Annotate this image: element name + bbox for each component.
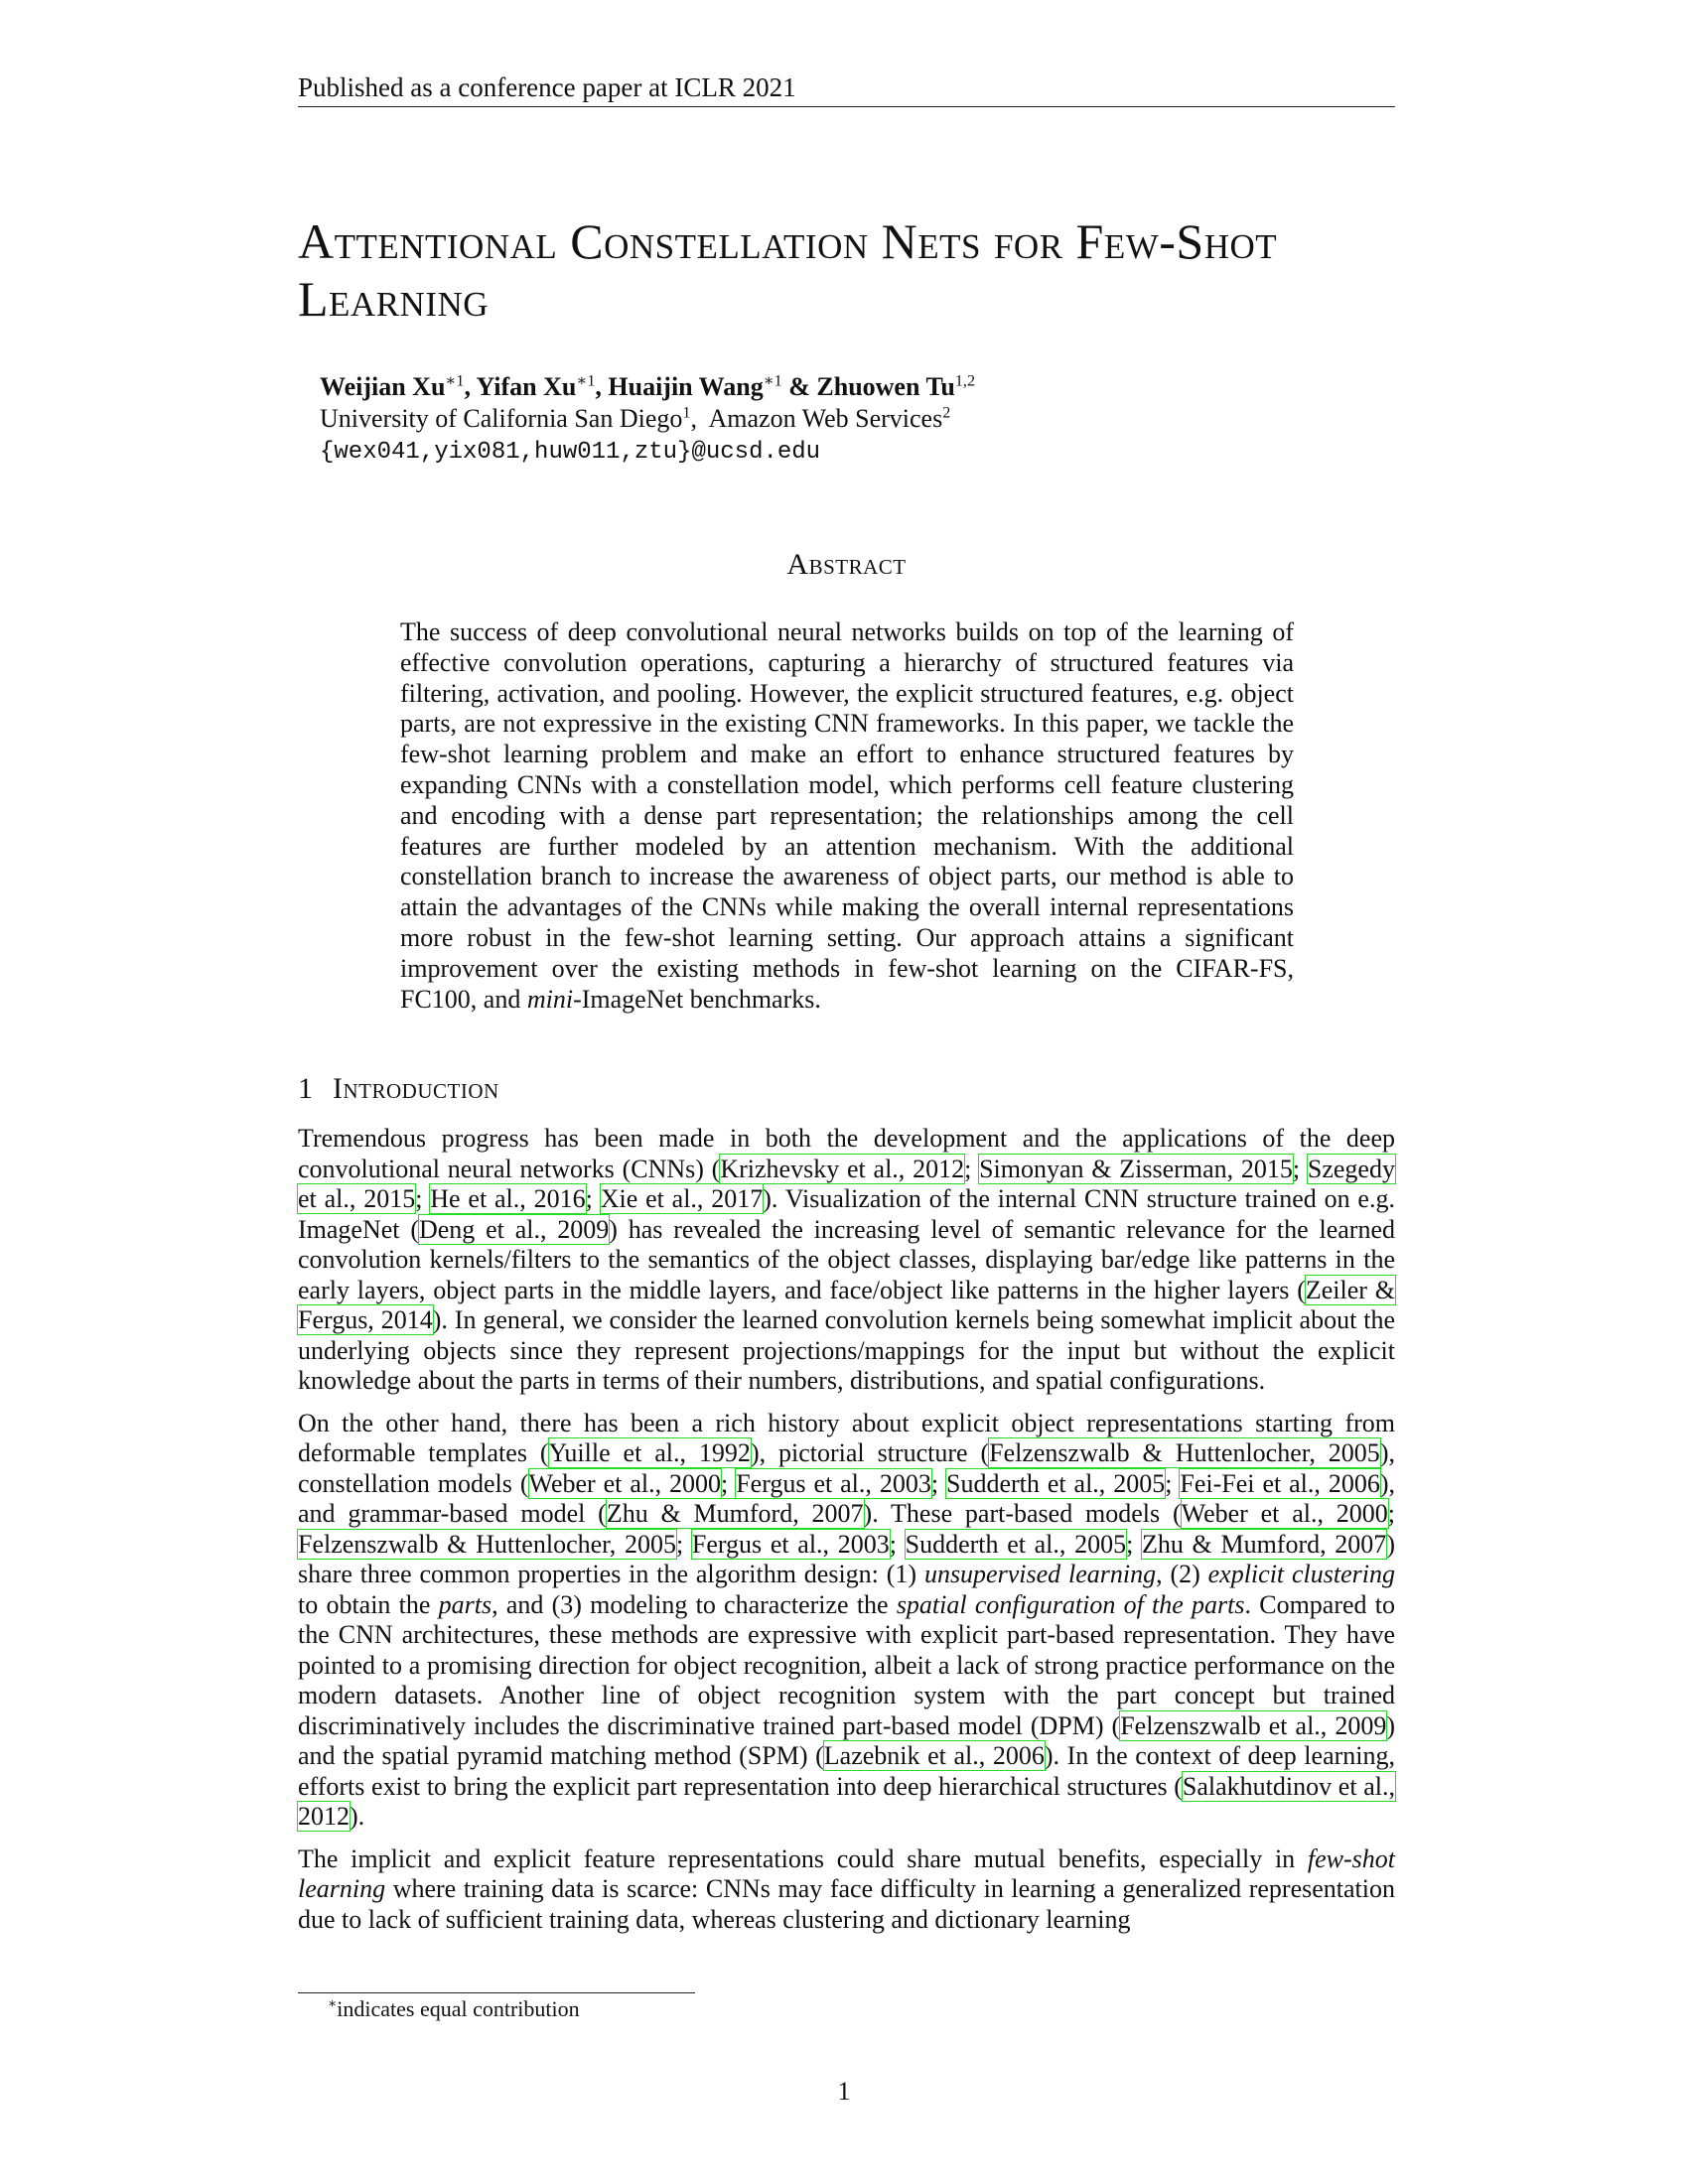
author-marker: 1,2	[954, 372, 976, 390]
paragraph-text: ;	[964, 1154, 980, 1183]
section-title: Introduction	[333, 1072, 499, 1105]
affiliation-marker: 1	[682, 404, 691, 422]
paragraph	[298, 1844, 1395, 1936]
paragraph-text: ). In the context of deep learning, efforts exist to bring the explicit part representation into deep hierarchical structures (	[298, 1741, 1395, 1801]
paragraph-text: ;	[1165, 1468, 1181, 1498]
paragraph-text: ), pictorial structure (	[750, 1438, 990, 1467]
citation-link[interactable]: Fergus et al., 2003	[691, 1529, 890, 1559]
section-number: 1	[298, 1072, 313, 1105]
citation-link[interactable]: Sudderth et al., 2005	[905, 1529, 1127, 1559]
affiliation-1: University of California San Diego	[320, 404, 683, 433]
citation-link[interactable]: Felzenszwalb et al., 2009	[1120, 1710, 1387, 1740]
footnote	[328, 1995, 580, 2023]
author-list	[320, 371, 1392, 403]
citation-link[interactable]: Sudderth et al., 2005	[946, 1468, 1166, 1498]
paragraph-text: where training data is scarce: CNNs may face difficulty in learning a generalized representation due to lack of sufficient training data, whereas clustering and dictionary learning	[298, 1874, 1395, 1934]
citation-link[interactable]: Lazebnik et al., 2006	[823, 1741, 1045, 1770]
citation-link[interactable]: Zhu & Mumford, 2007	[606, 1499, 864, 1528]
emphasis-text: few-shot learning	[298, 1843, 1395, 1903]
paragraph-text: ;	[721, 1468, 737, 1498]
citation-link[interactable]: He et al., 2016	[430, 1184, 586, 1213]
paragraph-text: to obtain the	[298, 1589, 439, 1619]
paragraph-text: , (2)	[1156, 1560, 1208, 1588]
author-name: Huaijin Wang	[608, 372, 764, 401]
paragraph	[298, 1124, 1395, 1397]
paragraph-text: ;	[415, 1184, 431, 1213]
citation-link[interactable]: Simonyan & Zisserman, 2015	[979, 1154, 1293, 1183]
author-conjunction: &	[781, 372, 817, 401]
paragraph-text: ) share three common properties in the algorithm design: (1)	[298, 1529, 1395, 1588]
paragraph-text: ). These part-based models (	[863, 1499, 1182, 1528]
author-marker: ∗1	[763, 372, 782, 390]
title-line-1: Attentional Constellation Nets for Few-Shot	[298, 213, 1278, 269]
citation-link[interactable]: Zhu & Mumford, 2007	[1142, 1529, 1387, 1559]
abstract-end: -ImageNet benchmarks.	[573, 984, 821, 1014]
abstract-italic: mini	[526, 984, 574, 1014]
citation-link[interactable]: Weber et al., 2000	[1181, 1499, 1388, 1528]
footnote-text: indicates equal contribution	[337, 1996, 580, 2021]
citation-link[interactable]: Zeiler & Fergus, 2014	[298, 1275, 1395, 1334]
header-rule	[298, 106, 1395, 107]
affiliation-marker: 2	[942, 404, 951, 422]
emphasis-text: unsupervised learning	[923, 1560, 1157, 1588]
citation-link[interactable]: Felzenszwalb & Huttenlocher, 2005	[989, 1438, 1380, 1467]
paragraph-text: ;	[1387, 1499, 1396, 1528]
running-header: Published as a conference paper at ICLR 2021	[298, 72, 796, 102]
citation-link[interactable]: Fergus et al., 2003	[736, 1468, 931, 1498]
paragraph-text: ;	[1292, 1154, 1308, 1183]
paragraph-text: ). Visualization of the internal CNN structure trained on e.g. ImageNet (	[298, 1184, 1395, 1244]
emphasis-text: parts	[438, 1589, 492, 1619]
paragraph	[298, 1409, 1395, 1833]
paragraph-text: ), constellation models (	[298, 1438, 1395, 1498]
affiliation-2: Amazon Web Services	[708, 404, 943, 433]
citation-link[interactable]: Deng et al., 2009	[418, 1214, 610, 1244]
citation-link[interactable]: Salakhutdinov et al., 2012	[298, 1771, 1395, 1831]
citation-link[interactable]: Yuille et al., 1992	[548, 1438, 751, 1467]
author-name: Weijian Xu	[320, 372, 446, 401]
author-email[interactable]: {wex041,yix081,huw011,ztu}@ucsd.edu	[320, 439, 821, 466]
paragraph-text: Tremendous progress has been made in both the development and the applications of the deep convolutional neural networks (CNNs) (	[298, 1124, 1395, 1183]
footnote-marker: ∗	[328, 1995, 338, 2011]
paragraph-text: ) and the spatial pyramid matching method (SPM) (	[298, 1710, 1395, 1770]
author-name: Zhuowen Tu	[816, 372, 955, 401]
paragraph-text: ;	[675, 1529, 692, 1559]
paragraph-text: , and (3) modeling to characterize the	[492, 1589, 897, 1619]
paragraph-text: . Compared to the CNN architectures, these methods are expressive with explicit part-based representation. They have pointed to a promising direction for object recognition, albeit a lack of strong practice performance on the modern datasets. Another line of object recognition system with the part concept but trained discriminatively includes the discriminative trained part-based model (DPM) (	[298, 1589, 1395, 1740]
citation-link[interactable]: Fei-Fei et al., 2006	[1180, 1468, 1380, 1498]
paragraph-text: ;	[585, 1184, 601, 1213]
paragraph-text: ) has revealed the increasing level of semantic relevance for the learned convolution kernels/filters to the semantics of the object classes, displaying bar/edge like patterns in the early layers, object parts in the middle layers, and face/object like patterns in the higher layers (	[298, 1214, 1395, 1304]
footnote-rule	[298, 1992, 695, 1993]
paragraph-text: ;	[930, 1468, 947, 1498]
page-number: 1	[837, 2077, 851, 2106]
abstract-body: The success of deep convolutional neural networks builds on top of the learning of effective convolution operations, capturing a hierarchy of structured features via filtering, activation, and pooling. However, the explicit structured features, e.g. object parts, are not expressive in the existing CNN frameworks. In this paper, we tackle the few-shot learning problem and make an effort to enhance structured features by expanding CNNs with a constellation model, which performs cell feature clustering and encoding with a dense part representation; the relationships among the cell features are further modeled by an attention mechanism. With the additional constellation branch to increase the awareness of object parts, our method is able to attain the advantages of the CNNs while making the overall internal representations more robust in the few-shot learning setting. Our approach attains a significant improvement over the existing methods in few-shot learning on the CIFAR-FS, FC100, and	[400, 617, 1294, 1014]
abstract-text	[400, 617, 1294, 1015]
paper-title	[298, 212, 1395, 328]
paragraph-text: On the other hand, there has been a rich history about explicit object representations starting from deformable templates (	[298, 1408, 1395, 1467]
paragraph-text: ). In general, we consider the learned convolution kernels being somewhat implicit about the underlying objects since they represent projections/mappings for the input but without the explicit knowledge about the parts in terms of their numbers, distributions, and spatial configurations.	[298, 1305, 1395, 1395]
abstract-heading: Abstract	[786, 548, 907, 581]
author-name: Yifan Xu	[476, 372, 577, 401]
section-heading	[298, 1072, 499, 1106]
author-separator: ,	[464, 372, 477, 401]
author-marker: ∗1	[576, 372, 596, 390]
citation-link[interactable]: Felzenszwalb & Huttenlocher, 2005	[298, 1529, 676, 1559]
citation-link[interactable]: Krizhevsky et al., 2012	[720, 1154, 965, 1183]
emphasis-text: explicit clustering	[1207, 1560, 1395, 1588]
citation-link[interactable]: Xie et al., 2017	[600, 1184, 764, 1213]
affiliations: University of California San Diego$^1$, Amazon Web Services$^2$	[320, 404, 951, 433]
paragraph-text: ;	[1126, 1529, 1142, 1559]
emphasis-text: spatial configuration of the parts	[896, 1589, 1245, 1619]
section-body	[298, 1124, 1395, 1947]
author-marker: ∗1	[445, 372, 465, 390]
title-line-2: Learning	[298, 271, 490, 327]
paragraph-text: ;	[889, 1529, 906, 1559]
author-separator: ,	[595, 372, 609, 401]
paragraph-text: The implicit and explicit feature representations could share mutual benefits, especially in	[298, 1843, 1308, 1873]
paragraph-text: ).	[350, 1802, 365, 1831]
citation-link[interactable]: Weber et al., 2000	[528, 1468, 722, 1498]
citation-link[interactable]: Szegedy et al., 2015	[298, 1154, 1395, 1213]
paragraph-text: ), and grammar-based model (	[298, 1468, 1396, 1528]
